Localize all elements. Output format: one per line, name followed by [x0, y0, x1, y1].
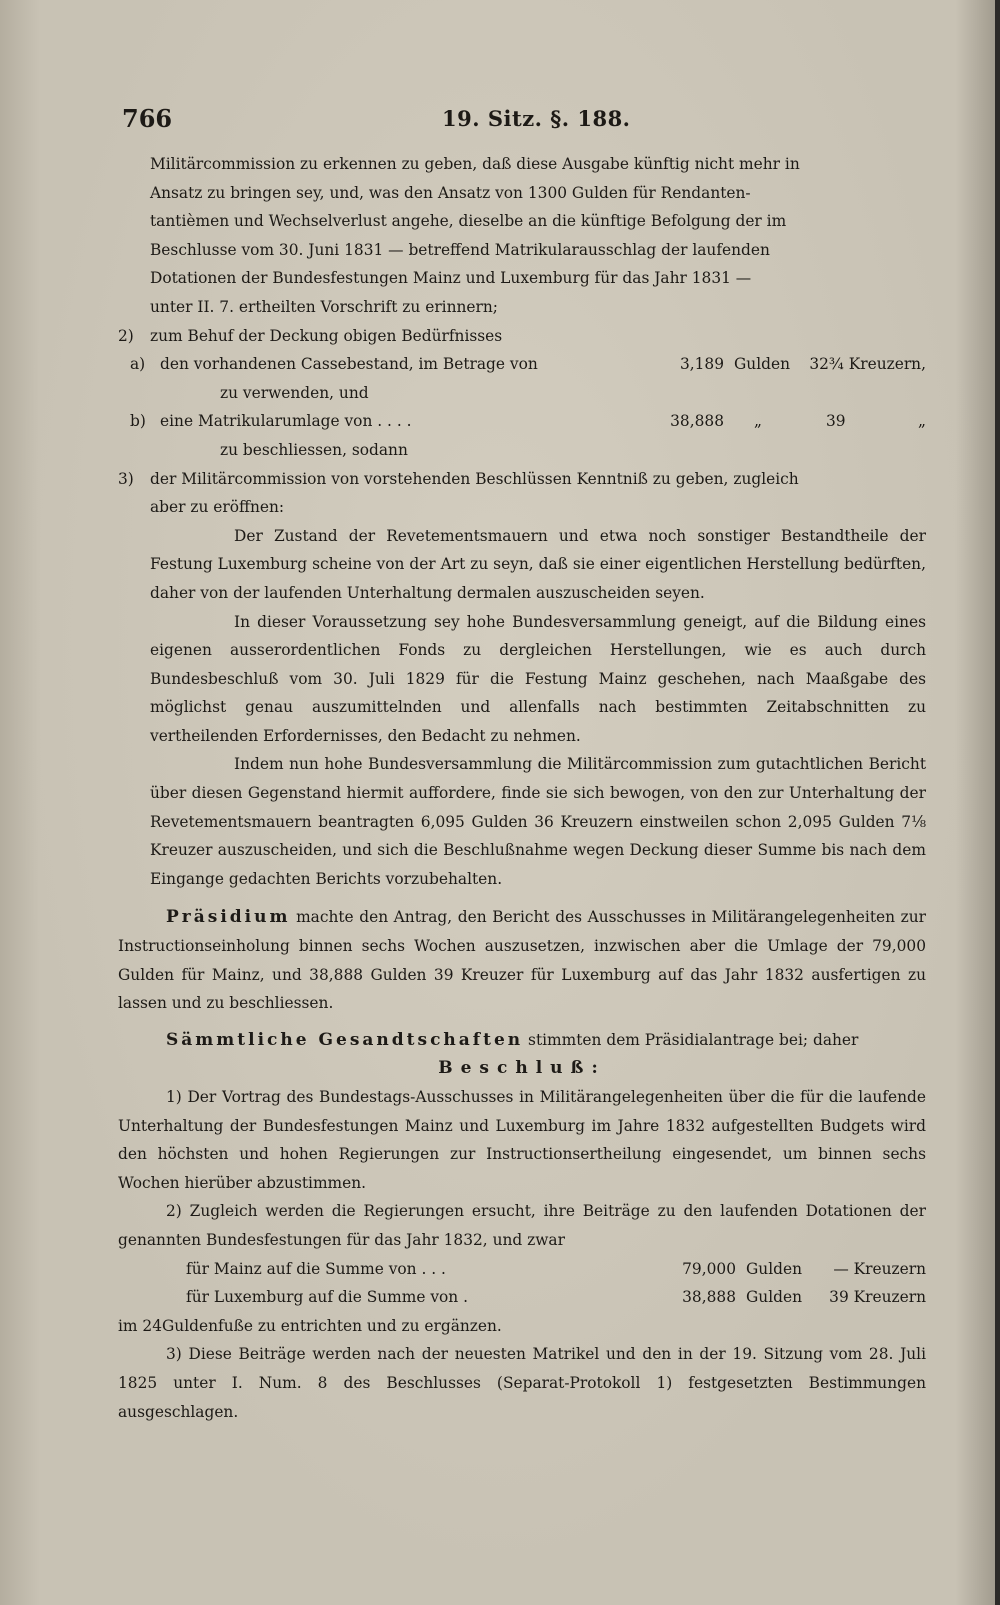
sum-lux-kreuzer: 39 Kreuzern [829, 1288, 926, 1307]
sum-mainz-amount: 79,000 [682, 1259, 736, 1278]
point-3-paragraph: Der Zustand der Revetementsmauern und etwa noch sonstiger Bestandtheile der Festung Luxemburg scheine von der Art zu seyn, daß sie einer eigentlichen Herstellung bedürften, daher von der laufenden Unterhaltung dermalen auszuscheiden seyen. [150, 526, 926, 602]
praesidium-paragraph [118, 903, 926, 1017]
item-b-kreuzer: 39 [826, 412, 846, 431]
item-a-continuation: zu verwenden, und [220, 383, 369, 402]
point-3-paragraph: Indem nun hohe Bundesversammlung die Militärcommission zum gutachtlichen Bericht über diesen Gegenstand hiermit auffordere, finde sie sich bewogen, von den zur Unterhaltung der Revetementsmauern beantragten 6,095 Gulden 36 Kreuzern einstweilen schon 2,095 Gulden 7⅛ Kreuzer auszuscheiden, und sich die Beschlußnahme wegen Deckung dieser Summe bis nach dem Eingange gedachten Berichts vorzubehalten. [150, 755, 926, 888]
item-b-text: eine Matrikularumlage von . . . . [160, 412, 412, 431]
gesandtschaften-paragraph [118, 1026, 926, 1055]
intro-line: Militärcommission zu erkennen zu geben, daß diese Ausgabe künftig nicht mehr in [150, 155, 800, 173]
item-a-text: den vorhandenen Cassebestand, im Betrage von [160, 355, 538, 374]
intro-line: Beschlusse vom 30. Juni 1831 — betreffend Matrikularausschlag der laufenden [150, 240, 770, 259]
point-3-label: 3) [118, 469, 134, 488]
item-a [130, 350, 926, 379]
point-3-line: der Militärcommission von vorstehenden Beschlüssen Kenntniß zu geben, zugleich [150, 469, 799, 488]
point-3 [118, 465, 926, 494]
page-edge [995, 0, 1000, 1605]
item-b-ditto-2: „ [918, 412, 926, 431]
praesidium-text: machte den Antrag, den Bericht des Ausschusses in Militärangelegenheiten zur Instructionseinholung binnen sechs Wochen auszusetzen, inzwischen aber die Umlage der 79,000 Gulden für Mainz, und 38,888 Gulden 39 Kreuzer für Luxemburg auf das Jahr 1832 ausfertigen zu lassen und zu beschliessen. [118, 908, 926, 1013]
page-number: 766 [122, 104, 173, 133]
item-b [130, 407, 926, 436]
point-3-line: aber zu eröffnen: [150, 498, 285, 517]
item-b-continuation: zu beschliessen, sodann [220, 440, 408, 459]
sum-mainz-text: für Mainz auf die Summe von . . . [186, 1259, 446, 1278]
point-2-text: zum Behuf der Deckung obigen Bedürfnisses [150, 326, 503, 345]
point-3-paragraph: In dieser Voraussetzung sey hohe Bundesversammlung geneigt, auf die Bildung eines eigenen ausserordentlichen Fonds zu dergleichen Herstellungen, wie es auch durch Bundesbeschluß vom 30. Juli 1829 für die Festung Mainz geschehen, nach Maaßgabe des möglichst genau auszumittelnden und allenfalls nach bestimmten Zeitabschnitten zu vertheilenden Erfordernisses, den Bedacht zu nehmen. [150, 612, 926, 745]
sum-mainz-unit: Gulden [746, 1259, 803, 1278]
beschluss-title: Beschluß: [438, 1058, 606, 1079]
sum-mainz-kreuzer: — Kreuzern [833, 1259, 926, 1278]
running-head: 19. Sitz. §. 188. [442, 106, 631, 131]
intro-line: Dotationen der Bundesfestungen Mainz und Luxemburg für das Jahr 1831 — [150, 269, 752, 288]
beschluss-point-2-end: im 24Guldenfuße zu entrichten und zu ergänzen. [118, 1316, 502, 1335]
beschluss-point-3: 3) Diese Beiträge werden nach der neuesten Matrikel und den in der 19. Sitzung vom 28. Juli 1825 unter I. Num. 8 des Beschlusses (Separat-Protokoll 1) festgesetzten Bestimmungen ausgeschlagen. [118, 1345, 926, 1421]
beschluss-point-2: 2) Zugleich werden die Regierungen ersucht, ihre Beiträge zu den laufenden Dotationen der genannten Bundesfestungen für das Jahr 1832, und zwar [118, 1202, 926, 1249]
beschluss-point-1: 1) Der Vortrag des Bundestags-Ausschusses in Militärangelegenheiten über die für die laufende Unterhaltung der Bundesfestungen Mainz und Luxemburg im Jahre 1832 aufgestellten Budgets wird den höchsten und hohen Regierungen zur Instructionsertheilung eingesendet, um binnen sechs Wochen hierüber abzustimmen. [118, 1088, 926, 1192]
gesandtschaften-text: stimmten dem Präsidialantrage bei; daher [528, 1030, 859, 1049]
sum-lux-unit: Gulden [746, 1288, 803, 1307]
sum-line-luxemburg [118, 1283, 926, 1312]
praesidium-lead: Präsidium [166, 907, 291, 928]
page-header [122, 104, 928, 144]
point-2-label: 2) [118, 326, 134, 345]
sum-lux-amount: 38,888 [682, 1288, 736, 1307]
item-a-kreuzer: 32¾ Kreuzern, [809, 355, 926, 374]
intro-line: tantièmen und Wechselverlust angehe, dieselbe an die künftige Befolgung der im [150, 212, 787, 231]
item-b-label: b) [130, 412, 146, 431]
item-a-label: a) [130, 355, 146, 374]
point-2 [118, 322, 926, 351]
sum-lux-text: für Luxemburg auf die Summe von . [186, 1288, 468, 1307]
item-a-unit: Gulden [734, 355, 791, 374]
sum-line-mainz [118, 1255, 926, 1284]
intro-line: unter II. 7. ertheilten Vorschrift zu erinnern; [150, 297, 498, 316]
item-a-amount: 3,189 [679, 355, 724, 374]
intro-line: Ansatz zu bringen sey, und, was den Ansatz von 1300 Gulden für Rendanten- [150, 183, 751, 202]
item-b-ditto: „ [754, 412, 762, 431]
body-text [118, 150, 926, 1426]
gesandtschaften-lead: Sämmtliche Gesandtschaften [166, 1029, 524, 1050]
item-b-amount: 38,888 [670, 412, 724, 431]
